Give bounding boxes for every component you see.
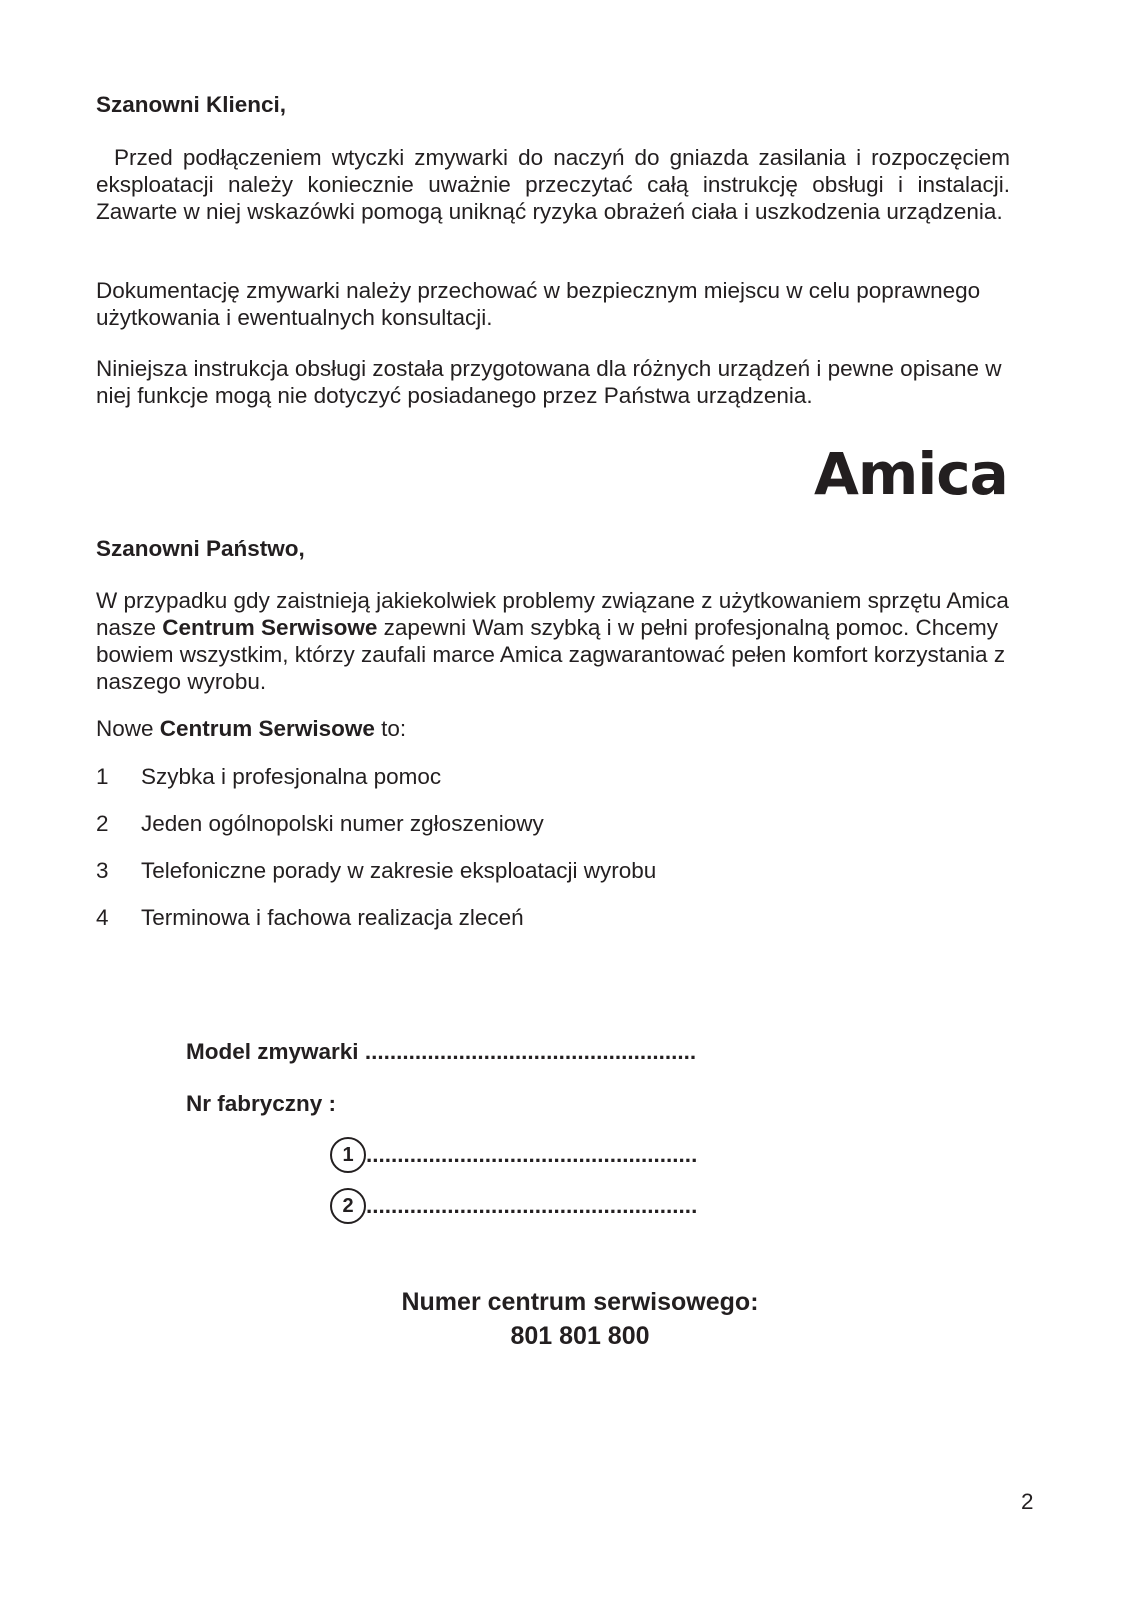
list-item-text: Jeden ogólnopolski numer zgłoszeniowy	[141, 811, 544, 836]
new-center-bold: Centrum Serwisowe	[159, 716, 375, 741]
list-item-number: 4	[96, 905, 109, 930]
new-center-line	[96, 715, 406, 742]
list-item-text: Terminowa i fachowa realizacja zleceń	[141, 905, 524, 930]
list-item-text: Szybka i profesjonalna pomoc	[141, 764, 442, 789]
service-paragraph	[96, 587, 1014, 695]
serial-1-badge: 1	[330, 1137, 366, 1173]
greeting-clients: Szanowni Klienci,	[96, 92, 287, 117]
list-item-number: 3	[96, 858, 109, 883]
brand-logo: Amica	[814, 440, 1008, 508]
service-phone-number: 801 801 800	[510, 1322, 650, 1350]
service-paragraph-part2: zapewni Wam szybką i w pełni profesjonalną pomoc. Chcemy bowiem wszystkim, którzy zaufali marce Amica zagwarantować pełen komfort korzystania z naszego wyrobu.	[96, 615, 1006, 694]
page-number: 2	[1021, 1489, 1034, 1514]
list-item	[0, 763, 1128, 790]
list-item-number: 1	[96, 764, 109, 789]
serial-2-dots: .....................................................	[366, 1193, 698, 1218]
intro-paragraph: Przed podłączeniem wtyczki zmywarki do naczyń do gniazda zasilania i rozpoczęciem eksploatacji należy koniecznie uważnie przeczytać całą instrukcję obsługi i instalacji. Zawarte w niej wskazówki pomogą uniknąć ryzyka obrażeń ciała i uszkodzenia urządzenia.	[96, 145, 1010, 224]
list-item	[0, 857, 1128, 884]
serial-2-badge: 2	[330, 1188, 366, 1224]
greeting-customers: Szanowni Państwo,	[96, 536, 305, 561]
manual-note-paragraph: Niniejsza instrukcja obsługi została przygotowana dla różnych urządzeń i pewne opisane w niej funkcje mogą nie dotyczyć posiadanego przez Państwa urządzenia.	[96, 356, 1002, 408]
new-center-prefix: Nowe	[96, 716, 160, 741]
service-number-label: Numer centrum serwisowego:	[401, 1288, 759, 1316]
list-item-text: Telefoniczne porady w zakresie eksploatacji wyrobu	[141, 858, 657, 883]
serial-label: Nr fabryczny :	[186, 1091, 337, 1116]
list-item	[0, 810, 1128, 837]
list-item	[0, 904, 1128, 931]
model-dots: .....................................................	[364, 1039, 697, 1064]
serial-1-dots: .....................................................	[366, 1142, 698, 1167]
documentation-paragraph: Dokumentację zmywarki należy przechować w bezpiecznym miejscu w celu poprawnego użytkowania i ewentualnych konsultacji.	[96, 278, 981, 330]
service-center-bold: Centrum Serwisowe	[162, 615, 378, 640]
new-center-suffix: to:	[374, 716, 407, 741]
list-item-number: 2	[96, 811, 109, 836]
model-field	[186, 1038, 696, 1065]
model-label: Model zmywarki	[186, 1039, 359, 1064]
service-paragraph-part1: W przypadku gdy zaistnieją jakiekolwiek problemy związane z użytkowaniem sprzętu Amica nasze	[96, 588, 1009, 640]
